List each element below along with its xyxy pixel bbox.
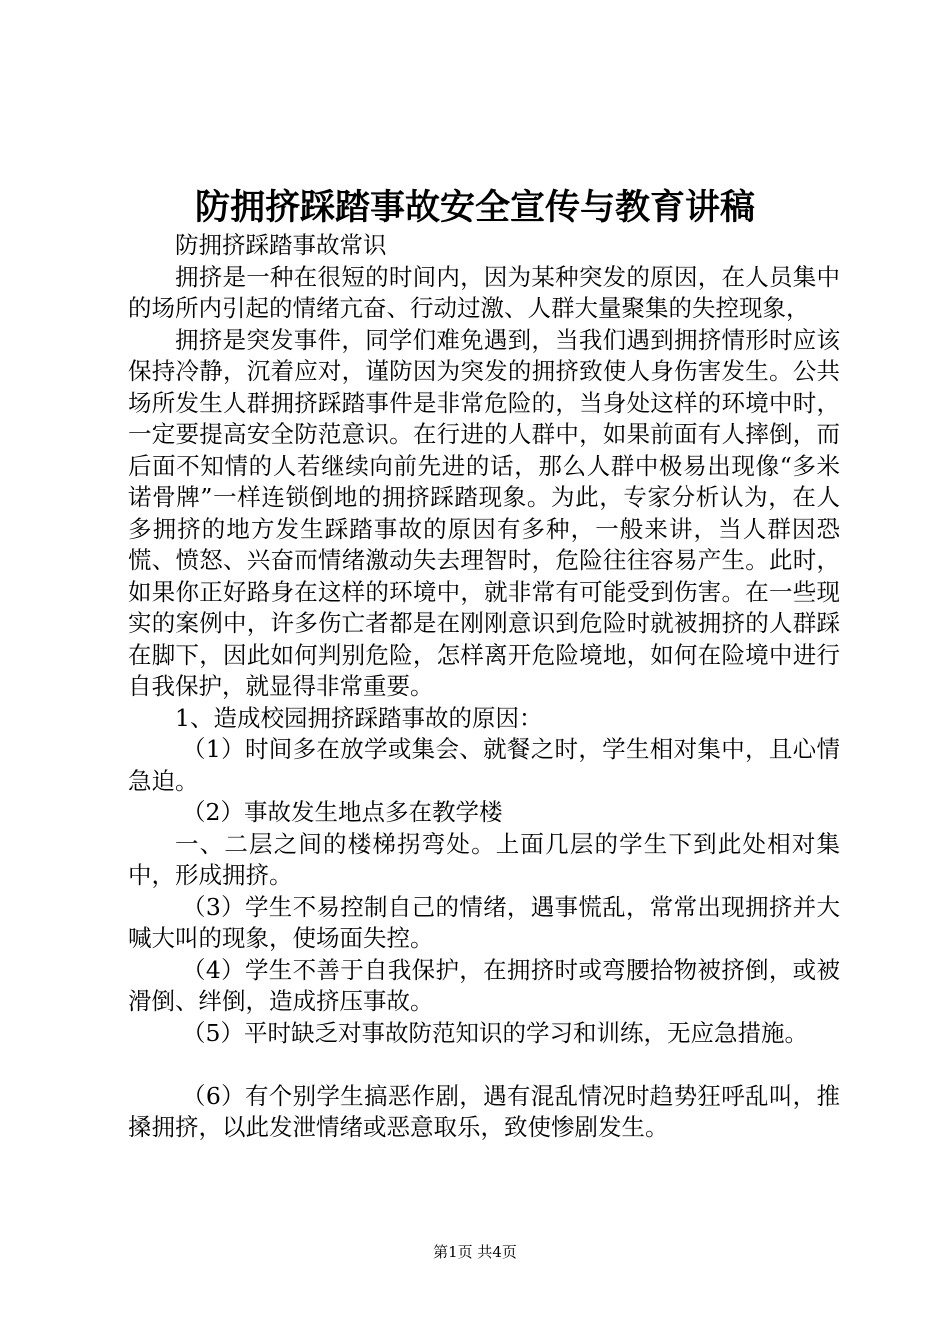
paragraph-reason-2-detail: 一、二层之间的楼梯拐弯处。上面几层的学生下到此处相对集中，形成拥挤。 [128, 829, 840, 889]
paragraph-reason-2: （2）事故发生地点多在教学楼 [182, 798, 503, 826]
paragraph-reason-5: （5）平时缺乏对事故防范知识的学习和训练，无应急措施。 [182, 1018, 808, 1047]
page-footer: 第1页 共4页 [433, 1243, 517, 1261]
paragraph-main: 拥挤是突发事件，同学们难免遇到，当我们遇到拥挤情形时应该保持冷静，沉着应对，谨防因为突发的拥挤致使人身伤害发生。公共场所发生人群拥挤踩踏事件是非常危险的，当身处这样的环境中时，一定要提高安全防范意识。在行进的人群中，如果前面有人摔倒，而后面不知情的人若继续向前先进的话，那么人群中极易出现像“多米诺骨牌”一样连锁倒地的拥挤踩踏现象。为此，专家分析认为，在人多拥挤的地方发生踩踏事故的原因有多种，一般来讲，当人群因恐慌、愤怒、兴奋而情绪激动失去理智时，危险往往容易产生。此时，如果你正好路身在这样的环境中，就非常有可能受到伤害。在一些现实的案例中，许多伤亡者都是在刚刚意识到危险时就被拥挤的人群踩在脚下，因此如何判别危险，怎样离开危险境地，如何在险境中进行自我保护，就显得非常重要。 [128, 325, 840, 700]
document-body [128, 230, 840, 1144]
paragraph-reason-1: （1）时间多在放学或集会、就餐之时，学生相对集中，且心情急迫。 [128, 735, 840, 795]
paragraph-reason-3: （3）学生不易控制自己的情绪，遇事慌乱，常常出现拥挤并大喊大叫的现象，使场面失控。 [128, 892, 840, 952]
paragraph-section-heading: 1、造成校园拥挤踩踏事故的原因： [175, 703, 543, 732]
document-title: 防拥挤踩踏事故安全宣传与教育讲稿 [194, 187, 755, 228]
paragraph-reason-6: （6）有个别学生搞恶作剧，遇有混乱情况时趋势狂呼乱叫，推搡拥挤，以此发泄情绪或恶意取乐，致使惨剧发生。 [128, 1081, 840, 1141]
paragraph-spacer [128, 1049, 840, 1081]
paragraph-definition: 拥挤是一种在很短的时间内，因为某种突发的原因，在人员集中的场所内引起的情绪亢奋、行动过激、人群大量聚集的失控现象， [128, 262, 840, 322]
paragraph-subtitle: 防拥挤踩踏事故常识 [175, 231, 387, 259]
paragraph-reason-4: （4）学生不善于自我保护，在拥挤时或弯腰拾物被挤倒，或被滑倒、绊倒，造成挤压事故。 [128, 955, 840, 1015]
